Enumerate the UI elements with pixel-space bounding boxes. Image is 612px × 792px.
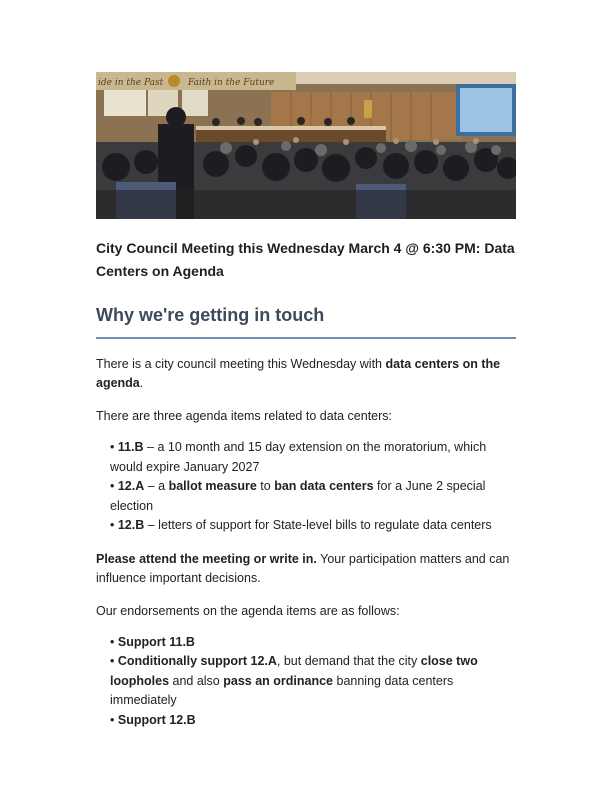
endorsements-list xyxy=(96,633,516,731)
call-to-action: Please attend the meeting or write in. Your participation matters and can influence important decisions. xyxy=(96,551,510,585)
list-item: • 12.A – a ballot measure to ban data centers for a June 2 special election xyxy=(110,479,486,513)
intro-paragraph: There is a city council meeting this Wednesday with data centers on the agenda. xyxy=(96,357,501,390)
council-meeting-photo xyxy=(96,72,516,219)
list-item: • Support 11.B xyxy=(110,634,195,649)
city-seal-icon xyxy=(168,75,180,87)
agenda-intro: There are three agenda items related to data centers: xyxy=(96,409,393,423)
endorsements-intro: Our endorsements on the agenda items are as follows: xyxy=(96,603,400,618)
section-divider xyxy=(96,337,516,339)
banner-right-text: Faith in the Future xyxy=(188,78,275,88)
list-item: • Support 12.B xyxy=(110,712,196,727)
email-headline: City Council Meeting this Wednesday March 4 @ 6:30 PM: Data Centers on Agenda xyxy=(96,240,515,279)
list-item: • 11.B – a 10 month and 15 day extension on the moratorium, which would expire January 2027 xyxy=(110,440,487,474)
banner-left-text: ide in the Past xyxy=(98,78,164,88)
list-item: • 12.B – letters of support for State-level bills to regulate data centers xyxy=(110,518,492,532)
email-content xyxy=(96,72,516,730)
section-title: Why we're getting in touch xyxy=(96,305,325,325)
agenda-list xyxy=(96,438,516,536)
list-item: • Conditionally support 12.A, but demand that the city close two loopholes and also pass an ordinance banning data centers immediately xyxy=(110,654,478,707)
